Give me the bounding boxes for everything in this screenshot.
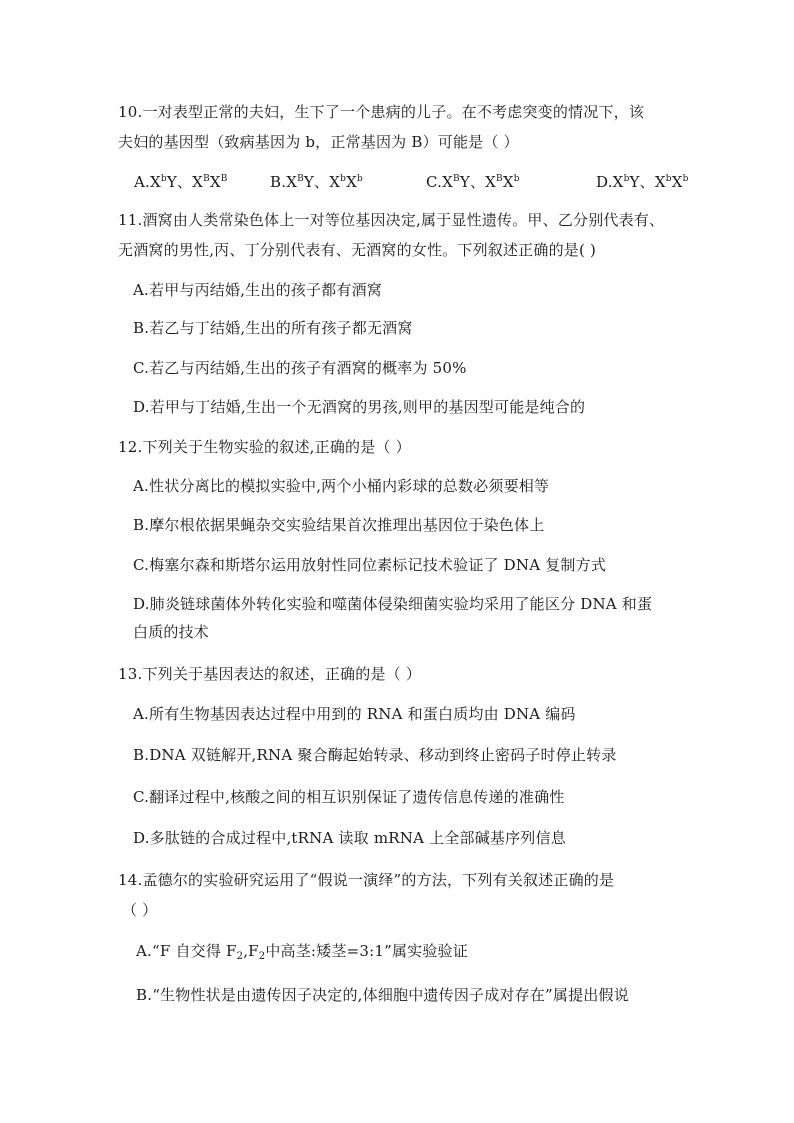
q11-option-d: D.若甲与丁结婚,生出一个无酒窝的男孩,则甲的基因型可能是纯合的 <box>133 398 586 416</box>
q10-stem-line1: 10.一对表型正常的夫妇，生下了一个患病的儿子。在不考虑突变的情况下，该 <box>118 103 645 121</box>
q12-option-c: C.梅塞尔森和斯塔尔运用放射性同位素标记技术验证了 DNA 复制方式 <box>133 556 607 574</box>
q14-stem-line2: （ ） <box>122 901 158 919</box>
q11-stem-line1: 11.酒窝由人类常染色体上一对等位基因决定,属于显性遗传。甲、乙分别代表有、 <box>118 211 665 229</box>
q11-option-b: B.若乙与丁结婚,生出的所有孩子都无酒窝 <box>133 319 413 337</box>
q14-option-a: A.“F 自交得 $F_2,F_2$中高茎:矮茎=3:1”属实验验证 <box>136 942 468 962</box>
q10-option-d: $D.X^bY$、$X^bX^b$ <box>596 173 689 191</box>
q11-option-a: A.若甲与丙结婚,生出的孩子都有酒窝 <box>133 281 382 299</box>
q13-stem-line1: 13.下列关于基因表达的叙述，正确的是（ ） <box>118 665 422 683</box>
q13-option-a: A.所有生物基因表达过程中用到的 RNA 和蛋白质均由 DNA 编码 <box>133 705 576 723</box>
q13-option-c: C.翻译过程中,核酸之间的相互识别保证了遗传信息传递的准确性 <box>133 788 565 806</box>
q14-stem-line1: 14.孟德尔的实验研究运用了“假说一演绎”的方法，下列有关叙述正确的是 <box>118 871 615 889</box>
q10-stem-line2: 夫妇的基因型（致病基因为 b，正常基因为 B）可能是（ ） <box>118 133 519 151</box>
q10-option-b: $B.X^BY$、$X^bX^b$ <box>270 173 363 191</box>
q10-option-a: $A.X^bY$、$X^BX^B$ <box>134 173 228 191</box>
q13-option-d: D.多肽链的合成过程中,tRNA 读取 mRNA 上全部碱基序列信息 <box>133 829 566 847</box>
q11-stem-line2: 无酒窝的男性,丙、丁分别代表有、无酒窝的女性。下列叙述正确的是( ) <box>118 241 597 259</box>
q11-option-c: C.若乙与丙结婚,生出的孩子有酒窝的概率为 50% <box>133 359 467 377</box>
q12-stem-line1: 12.下列关于生物实验的叙述,正确的是（ ） <box>118 438 411 456</box>
q12-option-d-line2: 白质的技术 <box>133 623 210 641</box>
q10-option-c: $C.X^BY$、$X^BX^b$ <box>426 173 520 191</box>
q13-option-b: B.DNA 双链解开,RNA 聚合酶起始转录、移动到终止密码子时停止转录 <box>133 746 617 764</box>
q12-option-d-line1: D.肺炎链球菌体外转化实验和噬菌体侵染细菌实验均采用了能区分 DNA 和蛋 <box>133 595 653 613</box>
q14-option-b: B.“生物性状是由遗传因子决定的,体细胞中遗传因子成对存在”属提出假说 <box>136 986 629 1004</box>
q12-option-a: A.性状分离比的模拟实验中,两个小桶内彩球的总数必须要相等 <box>133 477 550 495</box>
q12-option-b: B.摩尔根依据果蝇杂交实验结果首次推理出基因位于染色体上 <box>133 516 545 534</box>
